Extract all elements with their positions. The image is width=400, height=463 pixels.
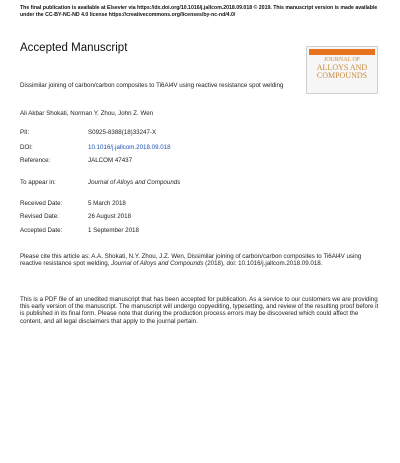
revised-label: Revised Date: — [20, 213, 59, 220]
citation-suffix: (2018), doi: 10.1016/j.jallcom.2018.09.018. — [203, 260, 323, 268]
pii-label: PII: — [20, 129, 30, 136]
logo-line-3: COMPOUNDS — [316, 71, 368, 80]
doi-link[interactable]: 10.1016/j.jallcom.2018.09.018 — [88, 144, 171, 151]
to-appear-journal: Journal of Alloys and Compounds — [88, 179, 181, 186]
page-title: Accepted Manuscript — [20, 42, 128, 54]
citation-paragraph — [20, 253, 380, 267]
logo-line-1: JOURNAL OF — [323, 57, 361, 63]
article-title: Dissimilar joining of carbon/carbon composites to Ti6Al4V using reactive resistance spot welding — [20, 82, 284, 89]
doi-label: DOI: — [20, 144, 33, 151]
accepted-label: Accepted Date: — [20, 227, 63, 234]
reference-value: JALCOM 47437 — [88, 157, 133, 164]
reference-label: Reference: — [20, 157, 51, 164]
received-date: 5 March 2018 — [88, 200, 126, 207]
revised-date: 26 August 2018 — [88, 213, 132, 220]
journal-cover-logo — [306, 46, 378, 94]
license-notice: The final publication is available at Elsevier via https://dx.doi.org/10.1016/j.jallcom.2018.09.018 © 2019. This manuscript version is made available under the CC-BY-NC-ND 4.0 license https://creativecommons.org/licenses/by-nc-nd/4.0/ — [20, 5, 378, 18]
logo-color-band — [309, 49, 375, 55]
logo-line-2: ALLOYS AND — [316, 62, 368, 72]
pii-value: S0925-8388(18)33247-X — [88, 129, 157, 136]
accepted-date: 1 September 2018 — [88, 227, 139, 234]
author-list: Ali Akbar Shokati, Norman Y. Zhou, John Z. Wen — [20, 110, 154, 117]
disclaimer-paragraph: This is a PDF file of an unedited manuscript that has been accepted for publication. As a service to our customers we are providing this early version of the manuscript. The manuscript will undergo copyediting, typesetting, and review of the resulting proof before it is published in its final form. Please note that during the production process errors may be discovered which could affect the content, and all legal disclaimers that apply to the journal pertain. — [20, 296, 379, 325]
citation-prefix: Please cite this article as: A.A. Shokati, N.Y. Zhou, J.Z. Wen, Dissimilar joining of carbon/carbon composites to Ti6Al4V using reactive resistance spot welding, — [20, 253, 362, 268]
received-label: Received Date: — [20, 200, 63, 207]
citation-journal: Journal of Alloys and Compounds — [111, 260, 204, 268]
to-appear-label: To appear in: — [20, 179, 56, 186]
journal-logo-text — [310, 57, 374, 80]
